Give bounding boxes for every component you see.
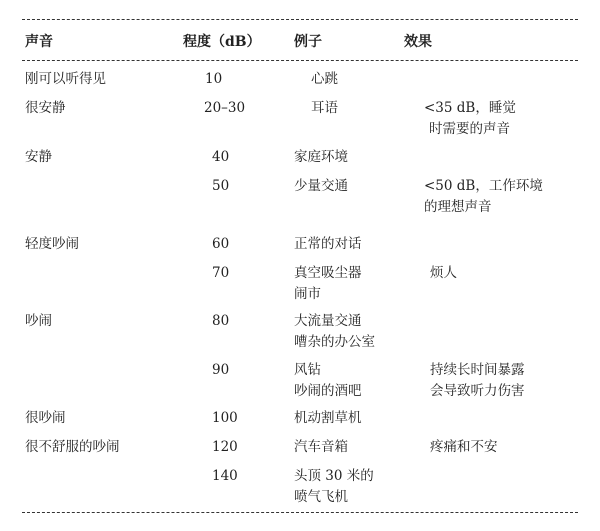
table-row-example: 机动割草机	[294, 410, 362, 426]
table-row-effect: 会导致听力伤害	[430, 383, 525, 399]
table-row-sound: 刚可以听得见	[25, 71, 106, 87]
table-row-sound: 很安静	[25, 100, 66, 116]
table-row-level: 70	[212, 265, 230, 281]
table-row-example: 风钻	[294, 362, 321, 378]
table-row-example: 吵闹的酒吧	[294, 383, 362, 399]
table-header-rule	[22, 60, 578, 61]
table-row-level: 10	[205, 71, 223, 87]
table-row-effect: 时需要的声音	[429, 121, 510, 137]
table-row-level: 140	[212, 468, 238, 484]
table-row-effect: <50 dB，工作环境	[424, 178, 543, 194]
table-row-level: 40	[212, 149, 230, 165]
table-row-example: 头顶 30 米的	[294, 468, 374, 484]
table-row-example: 心跳	[311, 71, 338, 87]
table-row-level: 90	[212, 362, 230, 378]
header-effect: 效果	[404, 34, 432, 50]
table-row-effect: 烦人	[430, 265, 457, 281]
table-row-example: 喷气飞机	[294, 489, 348, 505]
table-row-level: 120	[212, 439, 238, 455]
table-row-level: 60	[212, 236, 230, 252]
table-row-example: 嘈杂的办公室	[294, 334, 375, 350]
table-row-level: 50	[212, 178, 230, 194]
table-row-sound: 很不舒服的吵闹	[25, 439, 120, 455]
table-row-sound: 很吵闹	[25, 410, 66, 426]
table-top-rule	[22, 19, 578, 20]
header-sound: 声音	[25, 34, 53, 50]
table-row-example: 闹市	[294, 286, 321, 302]
table-row-sound: 吵闹	[25, 313, 52, 329]
table-row-effect: <35 dB，睡觉	[424, 100, 516, 116]
table-row-example: 汽车音箱	[294, 439, 348, 455]
table-row-example: 耳语	[311, 100, 338, 116]
table-row-sound: 轻度吵闹	[25, 236, 79, 252]
table-row-effect: 疼痛和不安	[430, 439, 498, 455]
table-row-level: 80	[212, 313, 230, 329]
table-row-effect: 持续长时间暴露	[430, 362, 525, 378]
table-row-level: 20–30	[204, 100, 246, 116]
table-row-example: 少量交通	[294, 178, 348, 194]
table-row-sound: 安静	[25, 149, 52, 165]
table-row-example: 大流量交通	[294, 313, 362, 329]
table-row-effect: 的理想声音	[424, 199, 492, 215]
table-bottom-rule	[22, 512, 578, 513]
header-example: 例子	[294, 34, 322, 50]
table-row-example: 正常的对话	[294, 236, 362, 252]
table-row-example: 真空吸尘器	[294, 265, 362, 281]
header-level: 程度（dB）	[183, 34, 261, 50]
table-row-example: 家庭环境	[294, 149, 348, 165]
table-row-level: 100	[212, 410, 238, 426]
